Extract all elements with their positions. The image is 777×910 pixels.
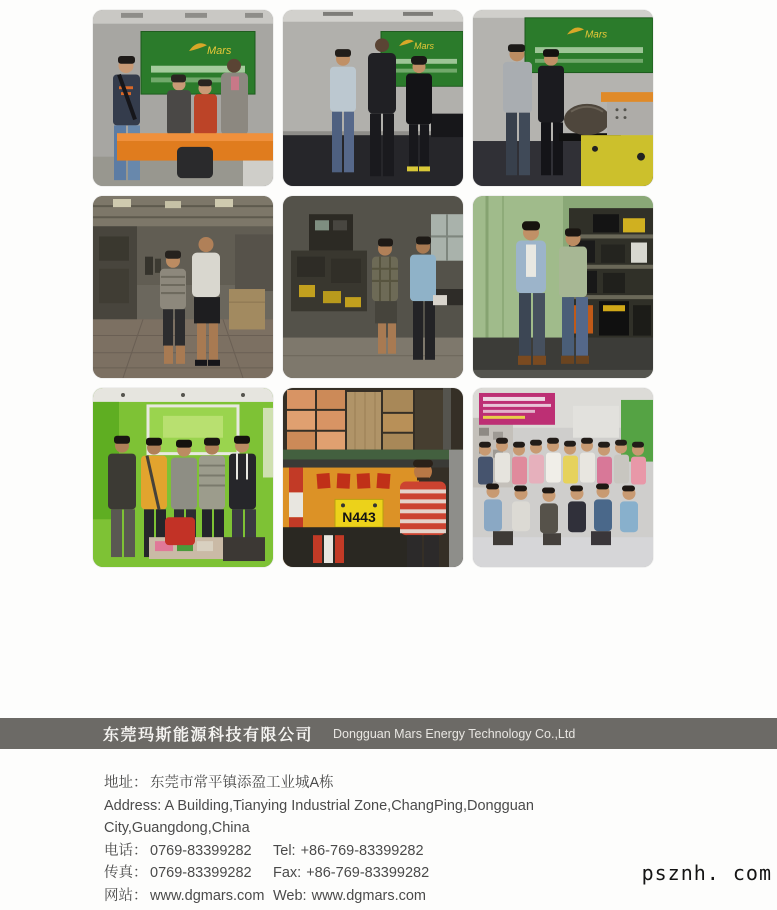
phone-label-en: Tel: — [273, 842, 296, 859]
license-plate-text: N443 — [342, 509, 376, 526]
address-label-cn: 地址： — [104, 775, 148, 791]
photo-meeting-room-art — [93, 10, 273, 186]
photo-office-visit — [283, 10, 463, 186]
mars-logo-text: Mars — [414, 41, 434, 52]
photo-container-truck-art — [283, 388, 463, 567]
photo-showroom-art — [473, 196, 653, 378]
fax-value-en: +86-769-83399282 — [306, 865, 430, 881]
photo-factory-aisle-art — [93, 196, 273, 378]
customer-photos-grid — [93, 10, 653, 567]
website-label-cn: 网站： — [104, 887, 148, 904]
website-value-en: www.dgmars.com — [311, 887, 427, 904]
fax-label-cn: 传真： — [104, 865, 148, 881]
phone-row — [104, 840, 559, 863]
photo-team-group-art — [473, 388, 653, 567]
website-row — [104, 885, 559, 908]
mars-logo-text: Mars — [207, 45, 232, 57]
phone-value-cn: 0769-83399282 — [150, 842, 252, 859]
company-title-bar — [0, 718, 777, 749]
photo-team-group — [473, 388, 653, 567]
photo-tradeshow-group — [93, 388, 273, 567]
photo-showroom — [473, 196, 653, 378]
fax-label-en: Fax: — [273, 865, 302, 881]
photo-tradeshow-group-art — [93, 388, 273, 567]
photo-visit-machine — [473, 10, 653, 186]
photo-factory-aisle — [93, 196, 273, 378]
fax-value-cn: 0769-83399282 — [150, 865, 252, 881]
photo-workshop — [283, 196, 463, 378]
mars-logo-text: Mars — [585, 29, 608, 41]
photo-container-truck — [283, 388, 463, 567]
photo-visit-machine-art — [473, 10, 653, 186]
fax-row — [104, 862, 559, 885]
company-name-en: Dongguan Mars Energy Technology Co.,Ltd — [333, 726, 576, 741]
website-value-cn: www.dgmars.com — [150, 887, 265, 904]
company-name-cn: 东莞玛斯能源科技有限公司 — [103, 727, 314, 744]
website-label-en: Web: — [273, 887, 307, 904]
photo-office-visit-art — [283, 10, 463, 186]
phone-label-cn: 电话： — [104, 842, 148, 859]
photo-workshop-art — [283, 196, 463, 378]
phone-value-en: +86-769-83399282 — [300, 842, 424, 859]
photo-meeting-room — [93, 10, 273, 186]
contact-info — [104, 772, 559, 907]
address-row-en: Address: A Building,Tianying Industrial Zone,ChangPing,Dongguan City,Guangdong,China — [104, 797, 534, 836]
address-row-cn — [104, 772, 559, 795]
watermark-text: psznh. com — [641, 861, 772, 885]
address-value-cn: 东莞市常平镇添盈工业城A栋 — [150, 775, 334, 791]
